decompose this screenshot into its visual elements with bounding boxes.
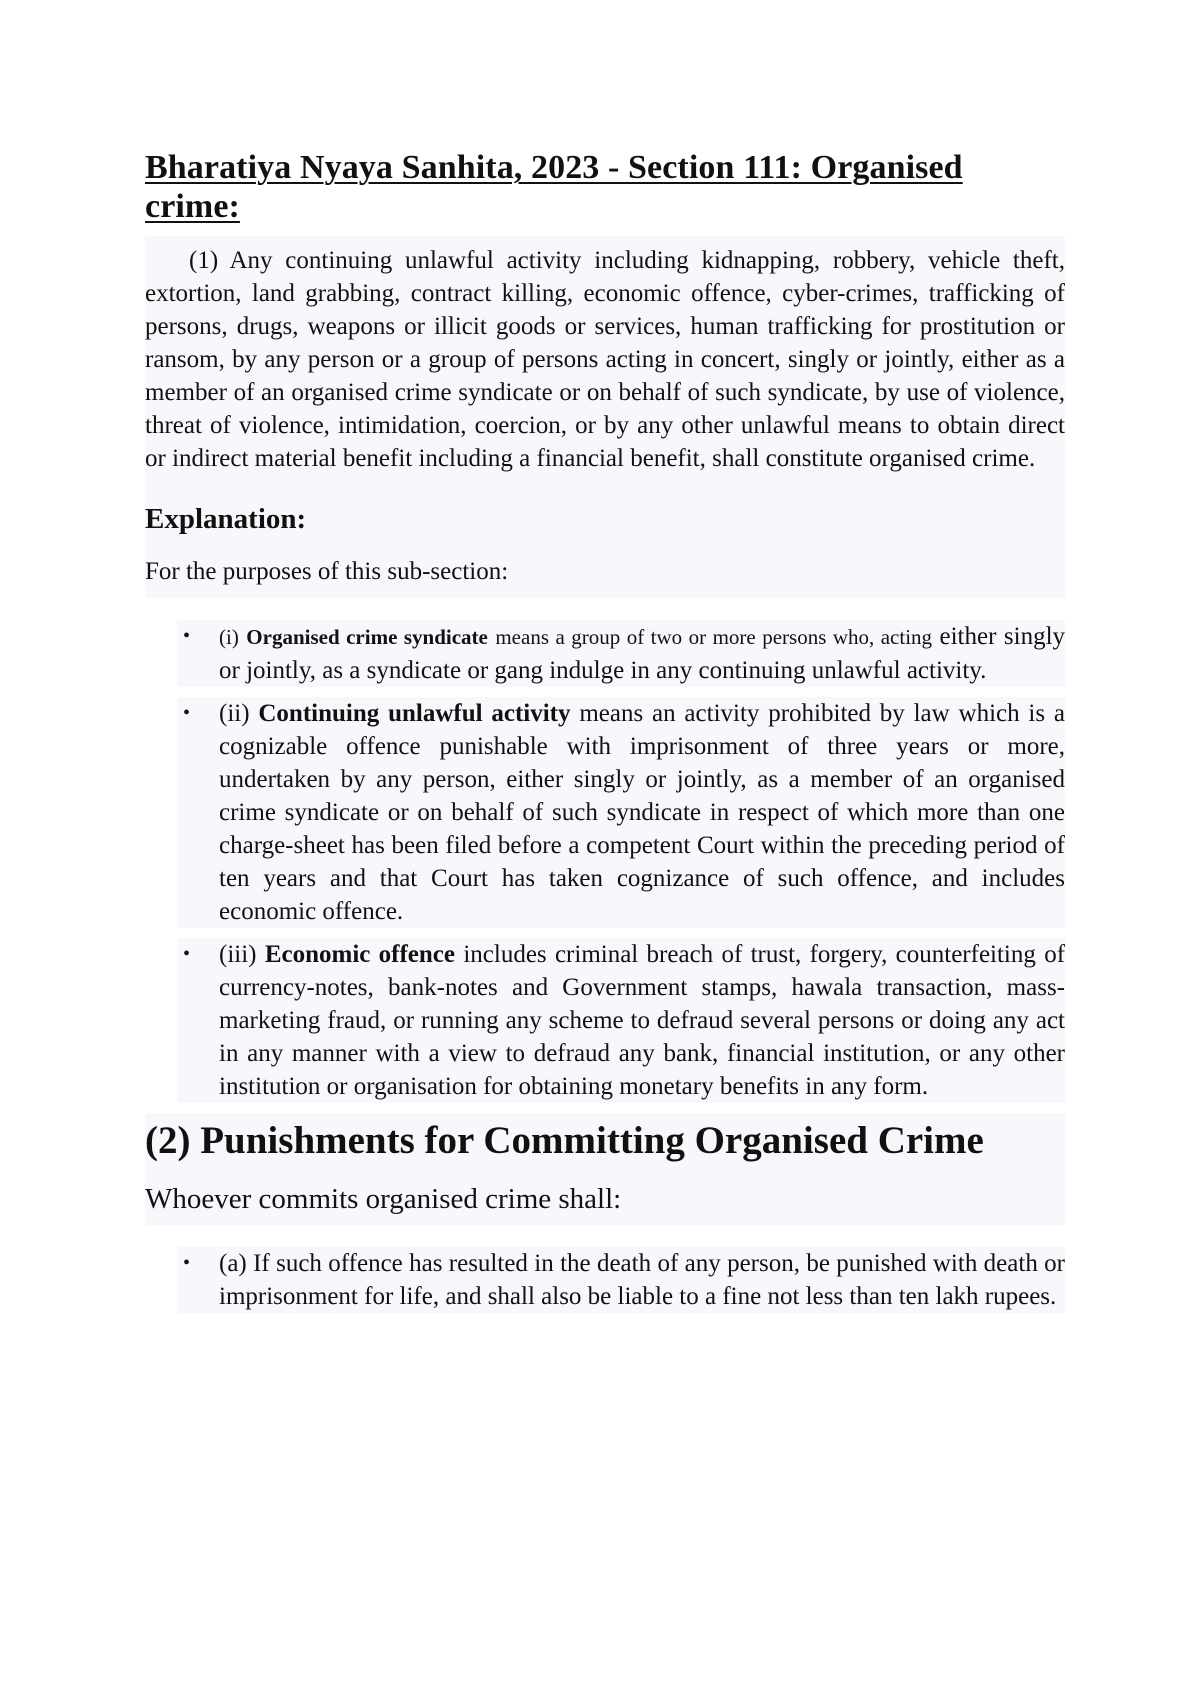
subsection-1-text: (1) Any continuing unlawful activity including kidnapping, robbery, vehicle theft, extortion, land grabbing, contract killing, economic offence, cyber-crimes, trafficking of persons, drugs, weapons or illicit goods or services, human trafficking for prostitution or ransom, by any person or a group of persons acting in concert, singly or jointly, either as a member of an organised crime syndicate or on behalf of such syndicate, by use of violence, threat of violence, intimidation, coercion, or by any other unlawful means to obtain direct or indirect material benefit including a financial benefit, shall constitute organised crime. — [145, 247, 1065, 472]
definition-prefix: (i) — [219, 625, 239, 649]
explanation-heading: Explanation: — [145, 503, 307, 535]
punishment-text: (a) If such offence has resulted in the death of any person, be punished with death or imprisonment for life, and shall also be liable to a fine not less than ten lakh rupees. — [219, 1250, 1065, 1310]
bullet-icon: • — [183, 625, 191, 647]
definition-item-ii — [177, 697, 1065, 928]
punishments-heading: (2) Punishments for Committing Organised Crime — [145, 1113, 1065, 1165]
punishments-list — [145, 1247, 1065, 1313]
definition-term: Economic offence — [264, 941, 456, 968]
definition-prefix: (ii) — [219, 700, 250, 727]
punishment-item-a — [177, 1247, 1065, 1313]
punishments-intro: Whoever commits organised crime shall: — [145, 1165, 1065, 1225]
definition-text: either singly or jointly, as a syndicate or gang indulge in any continuing unlawful activity. — [219, 623, 1066, 684]
definition-term: Continuing unlawful activity — [258, 700, 571, 727]
bullet-icon: • — [183, 702, 191, 724]
bullet-icon: • — [183, 943, 191, 965]
document-page — [145, 148, 1065, 1313]
definition-lead: means a group of two or more persons who, acting — [495, 625, 933, 649]
explanation-intro: For the purposes of this sub-section: — [145, 558, 509, 585]
definition-item-iii — [177, 938, 1065, 1103]
definition-term: Organised crime syndicate — [246, 625, 488, 649]
bullet-icon: • — [183, 1252, 191, 1274]
definition-text: includes criminal breach of trust, forgery, counterfeiting of currency-notes, bank-notes and Government stamps, hawala transaction, mass-marketing fraud, or running any scheme to defraud several persons or doing any act in any manner with a view to defraud any bank, financial institution, or any other institution or organisation for obtaining monetary benefits in any form. — [219, 941, 1066, 1100]
definition-prefix: (iii) — [219, 941, 257, 968]
document-title: Bharatiya Nyaya Sanhita, 2023 - Section 111: Organised crime: — [145, 149, 963, 225]
definitions-list — [145, 620, 1065, 1103]
subsection-1-block — [145, 236, 1065, 598]
definition-text: means an activity prohibited by law which is a cognizable offence punishable with imprisonment of three years or more, undertaken by any person, either singly or jointly, as a member of an organised crime syndicate or on behalf of such syndicate in respect of which more than one charge-sheet has been filed before a competent Court within the preceding period of ten years and that Court has taken cognizance of such offence, and includes economic offence. — [219, 700, 1066, 925]
definition-item-i — [177, 620, 1065, 687]
